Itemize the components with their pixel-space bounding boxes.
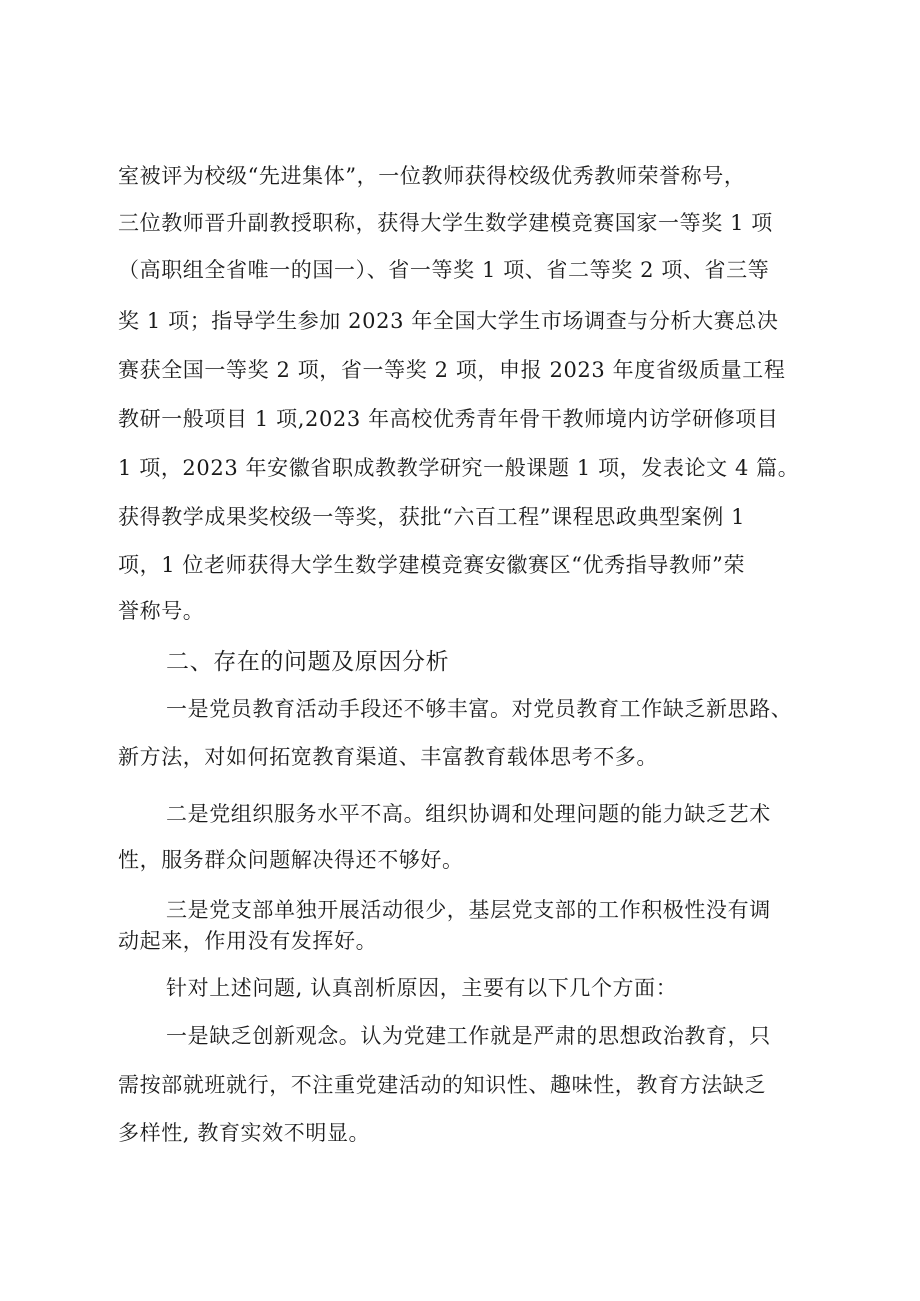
text-line: 三位教师晋升副教授职称，获得大学生数学建模竞赛国家一等奖 1 项 <box>118 211 773 235</box>
text-line: 性，服务群众问题解决得还不够好。 <box>118 848 464 872</box>
text-line: 需按部就班就行，不注重党建活动的知识性、趣味性，教育方法缺乏 <box>118 1073 766 1097</box>
text-line: 动起来，作用没有发挥好。 <box>118 929 378 953</box>
text-line: 三是党支部单独开展活动很少，基层党支部的工作积极性没有调 <box>166 898 771 922</box>
text-line: 誉称号。 <box>118 599 205 623</box>
text-line: 项，1 位老师获得大学生数学建模竞赛安徽赛区“优秀指导教师”荣 <box>118 553 746 577</box>
text-line: 多样性, 教育实效不明显。 <box>118 1121 371 1145</box>
text-line: 二是党组织服务水平不高。组织协调和处理问题的能力缺乏艺术 <box>166 802 771 826</box>
text-line: 获得教学成果奖校级一等奖，获批“六百工程”课程思政典型案例 1 <box>118 505 746 529</box>
text-line: 一是党员教育活动手段还不够丰富。对党员教育工作缺乏新思路、 <box>166 697 793 721</box>
text-line: 1 项，2023 年安徽省职成教教学研究一般课题 1 项，发表论文 4 篇。 <box>118 456 800 480</box>
text-line: 新方法，对如何拓宽教育渠道、丰富教育载体思考不多。 <box>118 745 658 769</box>
text-line: （高职组全省唯一的国一）、省一等奖 1 项、省二等奖 2 项、省三等 <box>118 258 770 282</box>
section-heading: 二、存在的问题及原因分析 <box>166 649 450 675</box>
text-line: 教研一般项目 1 项,2023 年高校优秀青年骨干教师境内访学研修项目 <box>118 407 779 431</box>
text-line: 奖 1 项；指导学生参加 2023 年全国大学生市场调查与分析大赛总决 <box>118 309 779 333</box>
text-line: 赛获全国一等奖 2 项，省一等奖 2 项，申报 2023 年度省级质量工程 <box>118 358 786 382</box>
text-line: 室被评为校级“先进集体”，一位教师获得校级优秀教师荣誉称号， <box>118 164 746 188</box>
text-line: 针对上述问题, 认真剖析原因，主要有以下几个方面： <box>166 976 678 1000</box>
text-line: 一是缺乏创新观念。认为党建工作就是严肃的思想政治教育，只 <box>166 1024 771 1048</box>
